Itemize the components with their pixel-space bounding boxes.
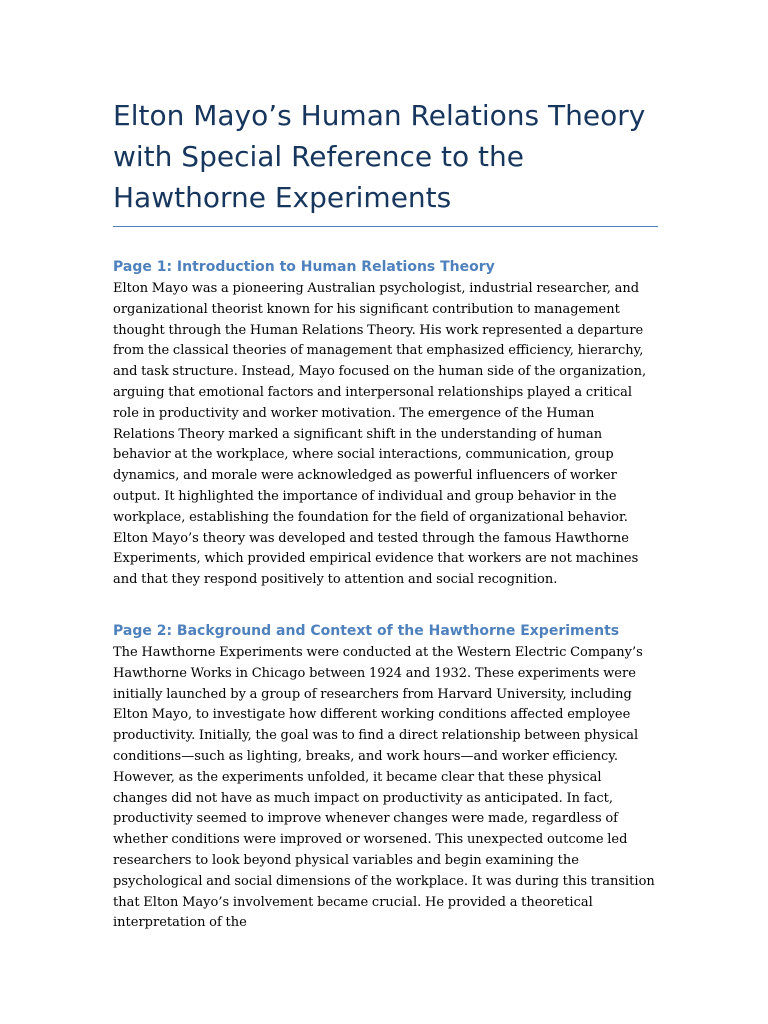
section-heading-page-2: Page 2: Background and Context of the Hawthorne Experiments	[113, 622, 620, 639]
document-title: Elton Mayo’s Human Relations Theory with Special Reference to the Hawthorne Experiments	[113, 95, 658, 227]
section-heading-page-1: Page 1: Introduction to Human Relations Theory	[113, 259, 495, 275]
section-body-page-1: Elton Mayo was a pioneering Australian psychologist, industrial researcher, and organizational theorist known for his significant contribution to management thought through the Human Relations Theory. His work represented a departure from the classical theories of management that emphasized efficiency, hierarchy, and task structure. Instead, Mayo focused on the human side of the organization, arguing that emotional factors and interpersonal relationships played a critical role in productivity and worker motivation. The emergence of the Human Relations Theory marked a significant shift in the understanding of human behavior at the workplace, where social interactions, communication, group dynamics, and morale were acknowledged as powerful influencers of worker output. It highlighted the importance of individual and group behavior in the workplace, establishing the foundation for the field of organizational behavior. Elton Mayo’s theory was developed and tested through the famous Hawthorne Experiments, which provided empirical evidence that workers are not machines and that they respond positively to attention and social recognition.	[113, 281, 647, 588]
section-body-page-2: The Hawthorne Experiments were conducted at the Western Electric Company’s Hawthorne Works in Chicago between 1924 and 1932. These experiments were initially launched by a group of researchers from Harvard University, including Elton Mayo, to investigate how different working conditions affected employee productivity. Initially, the goal was to find a direct relationship between physical conditions—such as lighting, breaks, and work hours—and worker efficiency. However, as the experiments unfolded, it became clear that these physical changes did not have as much impact on productivity as anticipated. In fact, productivity seemed to improve whenever changes were made, regardless of whether conditions were improved or worsened. This unexpected outcome led researchers to look beyond physical variables and begin examining the psychological and social dimensions of the workplace. It was during this transition that Elton Mayo’s involvement became crucial. He provided a theoretical interpretation of the	[113, 644, 655, 931]
document-page	[113, 95, 658, 934]
